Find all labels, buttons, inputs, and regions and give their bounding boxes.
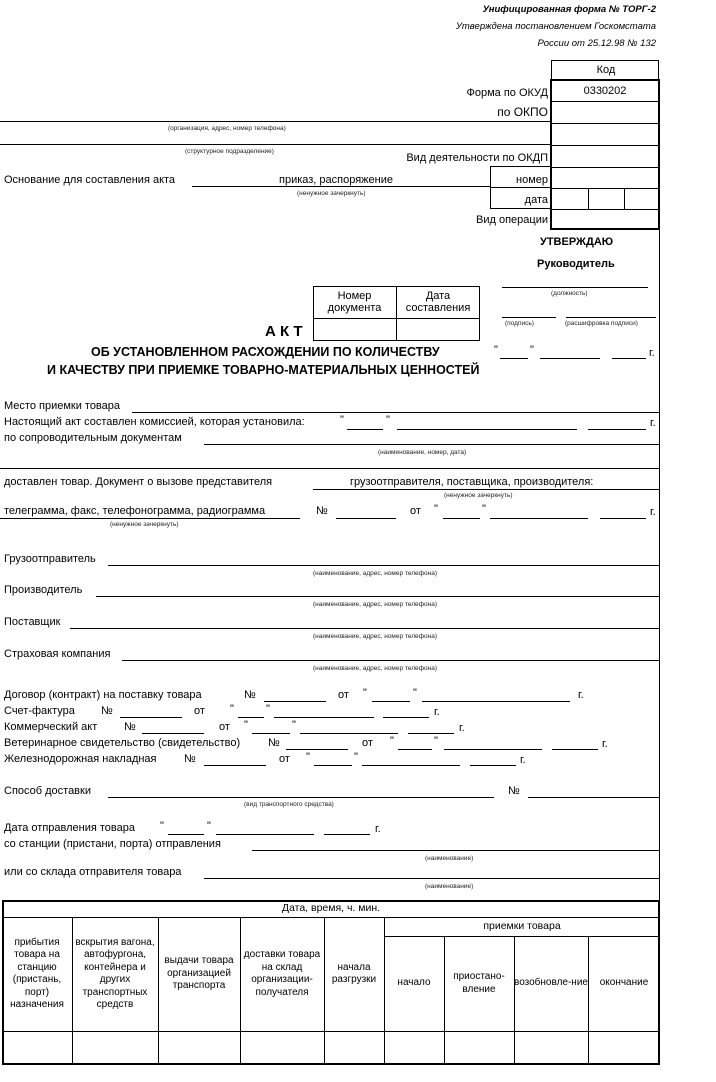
number-label: номер	[516, 174, 548, 186]
title-line1: ОБ УСТАНОВЛЕННОМ РАСХОЖДЕНИИ ПО КОЛИЧЕСТВУ	[91, 345, 440, 359]
warehouse-label: или со склада отправителя товара	[4, 866, 182, 878]
insurer-label: Страховая компания	[4, 648, 111, 660]
ship-date-label: Дата отправления товара	[4, 822, 135, 834]
okud-label: Форма по ОКУД	[466, 87, 548, 99]
act-title: А К Т	[265, 323, 303, 340]
delivery-no: №	[508, 785, 520, 797]
approved-text: Утверждена постановлением Госкомстата	[455, 21, 656, 32]
okud-value: 0330202	[583, 85, 627, 97]
code-title: Код	[596, 64, 616, 76]
ship-quote-open: "	[160, 820, 164, 832]
invoice-quote-close: "	[266, 703, 270, 715]
approve-year: г.	[649, 347, 655, 359]
supplier-label: Поставщик	[4, 616, 61, 628]
docs-hint: (наименование, номер, дата)	[378, 449, 467, 456]
org-hint: (организация, адрес, номер телефона)	[168, 125, 286, 132]
okdp-label: Вид деятельности по ОКДП	[406, 152, 548, 164]
parties-hint: (ненужное зачеркнуть)	[444, 492, 513, 499]
col-end: окончание	[599, 977, 649, 989]
railway-quote-open: "	[306, 751, 310, 763]
basis-label: Основание для составления акта	[4, 174, 176, 186]
telegram-quote-close: "	[482, 503, 486, 515]
commission-quote-close: "	[386, 414, 390, 426]
telegram-hint: (ненужное зачеркнуть)	[110, 521, 179, 528]
approve-title: УТВЕРЖДАЮ	[540, 236, 614, 248]
okpo-label: по ОКПО	[497, 105, 548, 119]
basis-hint: (ненужное зачеркнуть)	[297, 190, 366, 197]
contract-quote-open: "	[363, 687, 367, 699]
col-unloading: начала разгрузки	[331, 961, 377, 985]
contract-label: Договор (контракт) на поставку товара	[4, 689, 202, 701]
approve-head: Руководитель	[537, 258, 615, 270]
col-arrival: прибытия товара на станцию (пристань, порт) назначения	[10, 936, 64, 1010]
contract-quote-close: "	[413, 687, 417, 699]
commercial-from: от	[219, 721, 230, 733]
vet-label: Ветеринарное свидетельство (свидетельство)	[4, 737, 241, 749]
approve-quote-close: "	[530, 344, 534, 356]
delivered-label: доставлен товар. Документ о вызове представителя	[4, 476, 273, 488]
place-label: Место приемки товара	[4, 400, 121, 412]
doc-number-header: Номер документа	[327, 289, 382, 314]
railway-year: г.	[520, 754, 526, 766]
commission-quote-open: "	[340, 414, 344, 426]
railway-no: №	[184, 753, 196, 765]
date-label: дата	[524, 194, 548, 206]
col-pause: приостано-вление	[453, 971, 505, 995]
railway-from: от	[279, 753, 290, 765]
ship-year: г.	[375, 823, 381, 835]
invoice-year: г.	[434, 706, 440, 718]
col-start: начало	[397, 977, 431, 989]
commercial-quote-close: "	[292, 719, 296, 731]
acceptance-header: приемки товара	[483, 920, 561, 933]
telegram-year: г.	[650, 506, 656, 518]
title-line2: И КАЧЕСТВУ ПРИ ПРИЕМКЕ ТОВАРНО-МАТЕРИАЛЬНЫХ ЦЕННОСТЕЙ	[47, 363, 480, 377]
delivery-label: Способ доставки	[4, 785, 91, 797]
contract-year: г.	[578, 689, 584, 701]
decode-hint: (расшифровка подписи)	[565, 320, 638, 327]
supplier-hint: (наименование, адрес, номер телефона)	[313, 633, 437, 640]
commercial-no: №	[124, 721, 136, 733]
commercial-label: Коммерческий акт	[4, 721, 98, 733]
railway-label: Железнодорожная накладная	[4, 753, 157, 765]
col-resume: возобновле-ние	[514, 977, 588, 989]
telegram-from: от	[410, 505, 421, 517]
manufacturer-label: Производитель	[4, 584, 83, 596]
invoice-label: Счет-фактура	[4, 705, 75, 717]
dept-hint: (структурное подразделение)	[185, 148, 274, 155]
station-hint: (наименование)	[425, 855, 474, 862]
station-label: со станции (пристани, порта) отправления	[4, 838, 221, 850]
basis-value: приказ, распоряжение	[279, 174, 393, 186]
shipper-hint: (наименование, адрес, номер телефона)	[313, 570, 437, 577]
parties-value: грузоотправителя, поставщика, производителя:	[350, 476, 594, 488]
doc-date-header: Дата составления	[405, 289, 471, 314]
commercial-year: г.	[459, 722, 465, 734]
warehouse-hint: (наименование)	[425, 883, 474, 890]
manufacturer-hint: (наименование, адрес, номер телефона)	[313, 601, 437, 608]
invoice-no: №	[101, 705, 113, 717]
transport-hint: (вид транспортного средства)	[244, 801, 334, 808]
vet-year: г.	[602, 738, 608, 750]
shipper-label: Грузоотправитель	[4, 553, 96, 565]
commercial-quote-open: "	[244, 719, 248, 731]
contract-from: от	[338, 689, 349, 701]
col-issue: выдачи товара организацией транспорта	[164, 955, 234, 992]
approved-date: России от 25.12.98 № 132	[537, 38, 656, 49]
vet-quote-close: "	[434, 735, 438, 747]
position-hint: (должность)	[551, 290, 588, 297]
vet-from: от	[362, 737, 373, 749]
col-opening: вскрытия вагона, автофургона, контейнера и других транспортных средств	[75, 936, 155, 1010]
signature-hint: (подпись)	[505, 320, 534, 327]
vet-no: №	[268, 737, 280, 749]
operation-label: Вид операции	[476, 214, 548, 226]
commission-label: Настоящий акт составлен комиссией, которая установила:	[4, 416, 305, 428]
invoice-from: от	[194, 705, 205, 717]
invoice-quote-open: "	[230, 703, 234, 715]
commission-year: г.	[650, 417, 656, 429]
telegram-no: №	[316, 505, 328, 517]
contract-no: №	[244, 689, 256, 701]
col-delivery: доставки товара на склад организации-получателя	[243, 949, 321, 998]
table-top-header: Дата, время, ч. мин.	[281, 902, 381, 915]
telegram-label: телеграмма, факс, телефонограмма, радиограмма	[4, 505, 266, 517]
form-name: Унифицированная форма № ТОРГ-2	[482, 4, 656, 15]
docs-label: по сопроводительным документам	[4, 432, 182, 444]
insurer-hint: (наименование, адрес, номер телефона)	[313, 665, 437, 672]
approve-quote-open: "	[494, 344, 498, 356]
ship-quote-close: "	[207, 820, 211, 832]
railway-quote-close: "	[354, 751, 358, 763]
vet-quote-open: "	[390, 735, 394, 747]
telegram-quote-open: "	[434, 503, 438, 515]
